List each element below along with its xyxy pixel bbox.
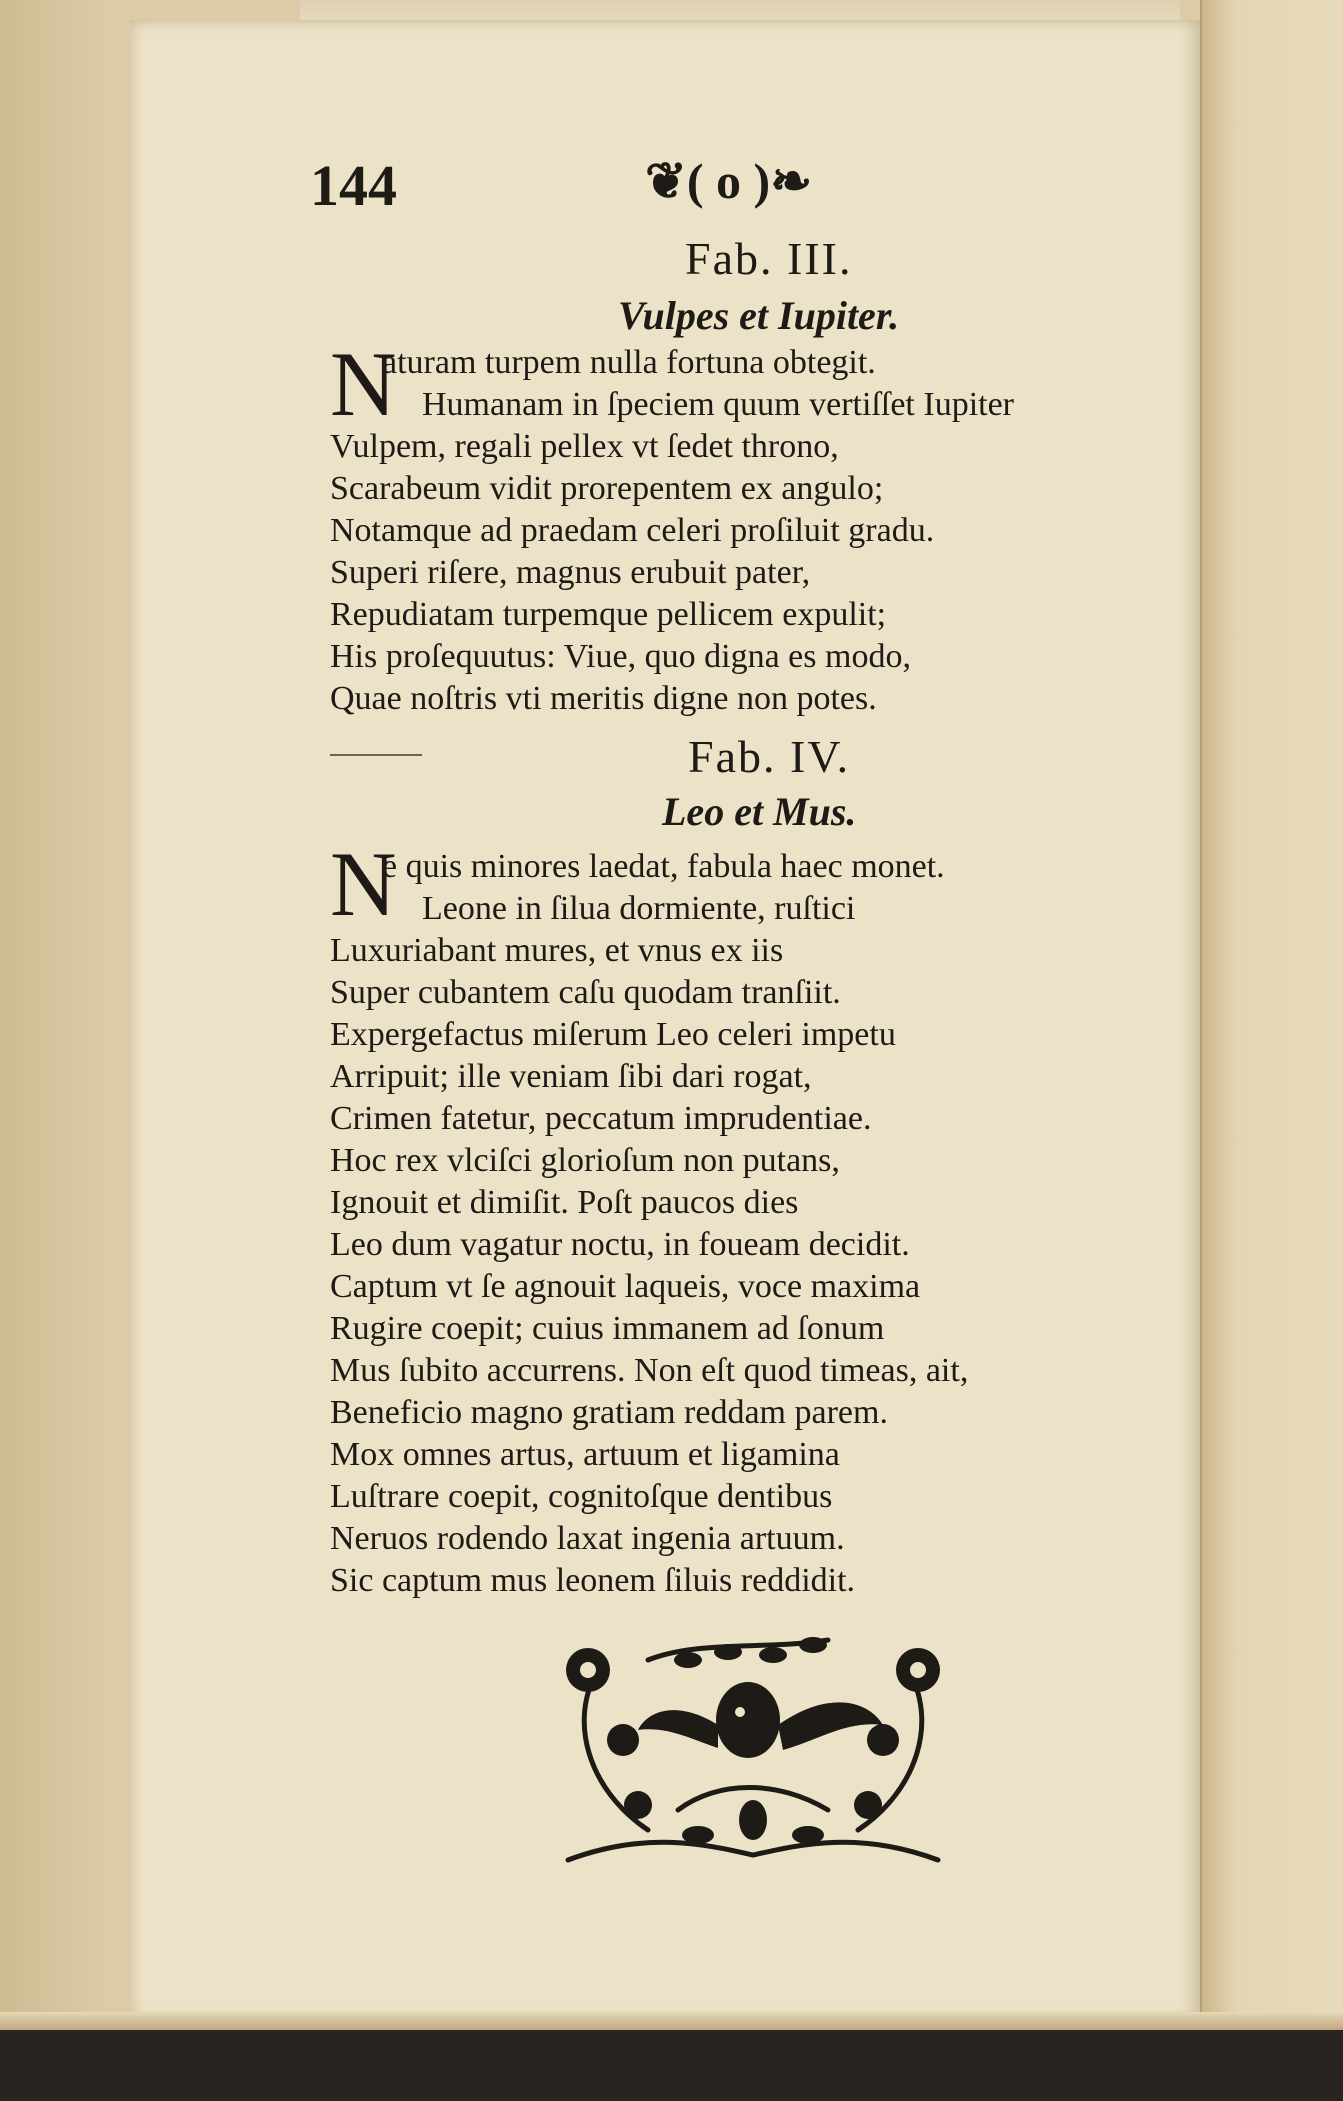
verse-line: Beneficio magno gratiam reddam parem. <box>330 1394 888 1431</box>
verse-line: Super cubantem caſu quodam tranſiit. <box>330 974 841 1011</box>
fable-4-drop-cap: N <box>330 833 397 935</box>
verse-line: Neruos rodendo laxat ingenia artuum. <box>330 1520 845 1557</box>
verse-line: Notamque ad praedam celeri proſiluit gradu. <box>330 512 935 549</box>
verse-line: Luxuriabant mures, et vnus ex iis <box>330 932 784 969</box>
fable-3-drop-cap: N <box>330 333 397 435</box>
verse-line: Leone in ſilua dormiente, ruſtici <box>422 890 856 927</box>
fable-4-title: Fab. IV. <box>688 731 851 782</box>
floral-bird-vignette-icon <box>528 1630 978 1870</box>
verse-line: Vulpem, regali pellex vt ſedet throno, <box>330 428 839 465</box>
verse-line: aturam turpem nulla fortuna obtegit. <box>382 344 876 381</box>
verse-line: Mox omnes artus, artuum et ligamina <box>330 1436 840 1473</box>
verse-line: Sic captum mus leonem ſiluis reddidit. <box>330 1562 856 1599</box>
verse-line: Superi riſere, magnus erubuit pater, <box>330 554 811 591</box>
fable-4-verse <box>330 846 968 1602</box>
verse-line: Mus ſubito accurrens. Non eſt quod timeas, ait, <box>330 1352 969 1389</box>
verse-line: Scarabeum vidit prorepentem ex angulo; <box>330 470 884 507</box>
verse-line: e quis minores laedat, fabula haec monet. <box>382 848 945 885</box>
verse-line: Rugire coepit; cuius immanem ad ſonum <box>330 1310 885 1347</box>
verse-line: Quae noſtris vti meritis digne non potes. <box>330 680 877 717</box>
fable-3-verse <box>330 333 1014 720</box>
fable-4-subtitle: Leo et Mus. <box>662 789 857 834</box>
verse-line: Repudiatam turpemque pellicem expulit; <box>330 596 887 633</box>
verse-line: Humanam in ſpeciem quum vertiſſet Iupiter <box>422 386 1014 423</box>
fable-3-subtitle: Vulpes et Iupiter. <box>618 293 900 338</box>
verse-line: Luſtrare coepit, cognitoſque dentibus <box>330 1478 833 1515</box>
fable-3-title: Fab. III. <box>685 233 853 284</box>
verse-line: Expergefactus miſerum Leo celeri impetu <box>330 1016 896 1053</box>
verse-line: Crimen fatetur, peccatum imprudentiae. <box>330 1100 872 1137</box>
verse-line: Arripuit; ille veniam ſibi dari rogat, <box>330 1058 812 1095</box>
verse-line: Ignouit et dimiſit. Poſt paucos dies <box>330 1184 799 1221</box>
header-ornament: ❦( o )❧ <box>645 153 813 209</box>
page-number: 144 <box>310 153 397 218</box>
section-rule <box>330 754 422 756</box>
verse-line: Captum vt ſe agnouit laqueis, voce maxima <box>330 1268 921 1305</box>
verse-line: Leo dum vagatur noctu, in foueam decidit. <box>330 1226 910 1263</box>
verse-line: His proſequutus: Viue, quo digna es modo, <box>330 638 911 675</box>
verse-line: Hoc rex vlciſci glorioſum non putans, <box>330 1142 840 1179</box>
